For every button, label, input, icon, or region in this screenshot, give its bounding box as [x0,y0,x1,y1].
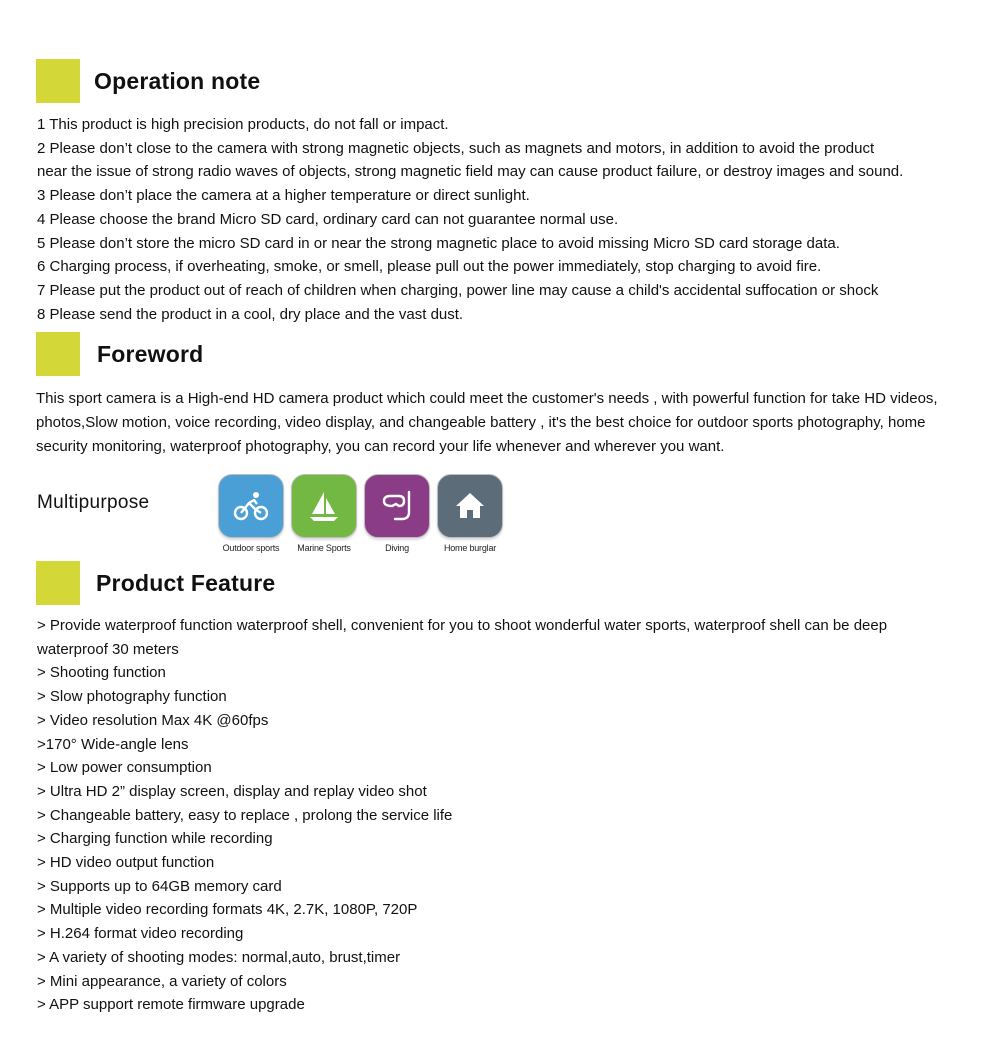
operation-note-line: 6 Charging process, if overheating, smoke, or smell, please pull out the power immediately, stop charging to avoid fire. [37,258,822,276]
section-marker [36,59,80,103]
feature-line: > Ultra HD 2” display screen, display and replay video shot [37,782,427,800]
feature-line: >170° Wide-angle lens [37,735,189,753]
outdoor-tile [218,474,284,538]
diving-caption: Diving [385,543,409,553]
marine-tile [291,474,357,538]
use-case-home-burglar [434,474,506,553]
feature-line: > A variety of shooting modes: normal,auto, brust,timer [37,948,401,966]
foreword-text: This sport camera is a High-end HD camera product which could meet the customer's needs , with powerful function for take HD videos, photos,Slow motion, voice recording, video display, and changeable battery , it's the best choice for outdoor sports photography, home security monitoring, waterproof photography, you can record your life whenever and wherever you want. [36,390,938,455]
feature-line: > Mini appearance, a variety of colors [37,972,287,990]
cyclist-icon [231,486,271,526]
product-feature-list [37,614,967,1017]
snorkel-mask-icon [377,486,417,526]
section-marker [36,561,80,605]
feature-line: > Slow photography function [37,688,227,706]
multipurpose-label: Multipurpose [37,492,150,513]
use-case-marine-sports [288,474,360,553]
section-marker [36,332,80,376]
foreword-header [36,332,203,376]
feature-line: > Video resolution Max 4K @60fps [37,711,269,729]
product-feature-title: Product Feature [96,569,276,596]
operation-note-line: 4 Please choose the brand Micro SD card, ordinary card can not guarantee normal use. [37,210,619,228]
operation-note-line: 7 Please put the product out of reach of children when charging, power line may cause a child's accidental suffocation or shock [37,281,879,299]
feature-line: > APP support remote firmware upgrade [37,996,305,1014]
home-tile [437,474,503,538]
operation-note-title: Operation note [94,67,261,94]
foreword-title: Foreword [97,340,204,367]
product-feature-header [36,561,275,605]
feature-line: waterproof 30 meters [37,640,179,658]
operation-note-line: 3 Please don’t place the camera at a higher temperature or direct sunlight. [37,187,530,205]
operation-note-line: near the issue of strong radio waves of objects, strong magnetic field may can cause product failure, or destroy images and sound. [37,163,904,181]
sailboat-icon [304,486,344,526]
feature-line: > Shooting function [37,664,166,682]
feature-line: > HD video output function [37,854,215,872]
house-icon [450,486,490,526]
operation-note-header [36,59,260,103]
use-case-outdoor-sports [215,474,287,553]
multipurpose-icons [215,474,507,553]
feature-line: > Charging function while recording [37,830,273,848]
feature-line: > Low power consumption [37,759,212,777]
home-burglar-caption: Home burglar [443,543,497,553]
operation-note-list [37,113,967,326]
diving-tile [364,474,430,538]
operation-note-line: 5 Please don’t store the micro SD card in or near the strong magnetic place to avoid missing Micro SD card storage data. [37,234,840,252]
feature-line: > Changeable battery, easy to replace , prolong the service life [37,806,453,824]
feature-line: > H.264 format video recording [37,925,244,943]
outdoor-sports-caption: Outdoor sports [222,543,280,553]
feature-line: > Supports up to 64GB memory card [37,877,282,895]
feature-line: > Provide waterproof function waterproof shell, convenient for you to shoot wonderful water sports, waterproof shell can be deep [37,617,888,634]
use-case-diving [361,474,433,553]
marine-sports-caption: Marine Sports [297,543,351,553]
operation-note-line: 2 Please don’t close to the camera with strong magnetic objects, such as magnets and motors, in addition to avoid the product [37,139,875,157]
operation-note-line: 1 This product is high precision products, do not fall or impact. [37,116,449,133]
operation-note-line: 8 Please send the product in a cool, dry place and the vast dust. [37,305,464,323]
feature-line: > Multiple video recording formats 4K, 2.7K, 1080P, 720P [37,901,418,919]
